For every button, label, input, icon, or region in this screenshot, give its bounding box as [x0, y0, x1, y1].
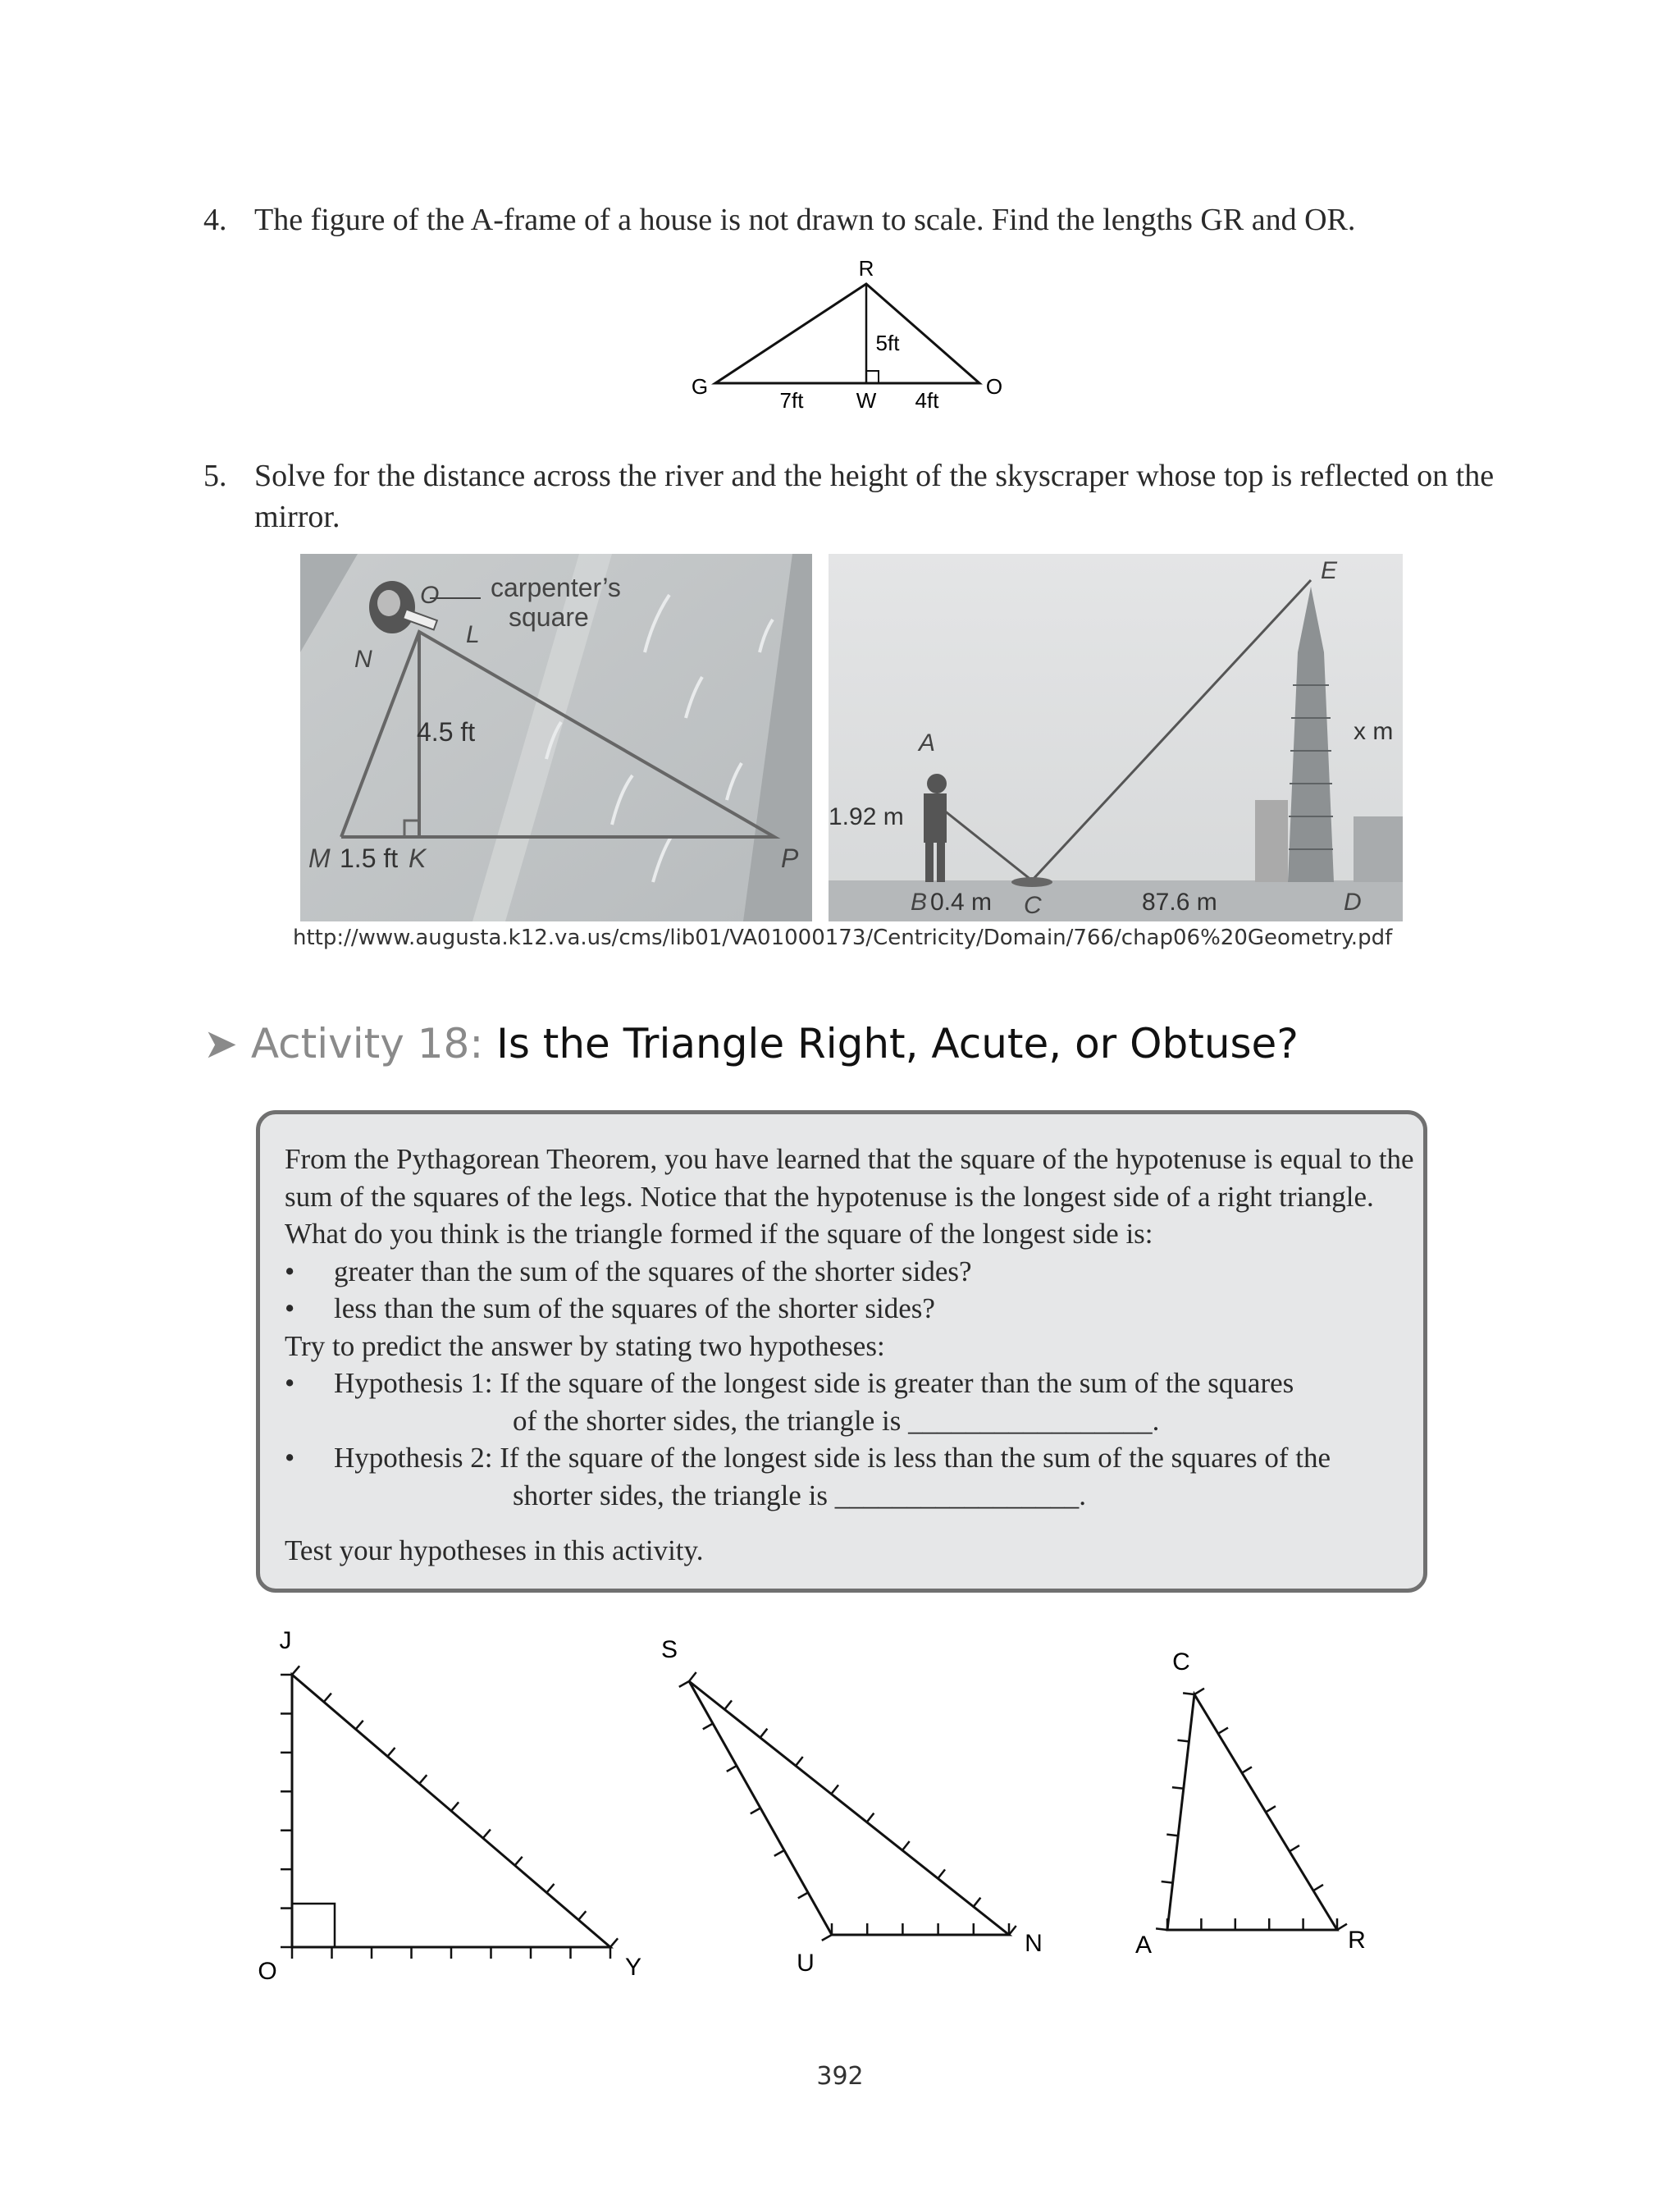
label-M: M [308, 844, 331, 873]
tick-mark [751, 1808, 760, 1814]
tick-mark [727, 1766, 737, 1772]
label-A: A [1134, 1932, 1153, 1959]
tick-mark [546, 1884, 554, 1893]
label-O: O [985, 374, 1003, 399]
river-photo [300, 554, 812, 921]
label-D: D [1344, 889, 1362, 916]
tick-mark [1218, 1728, 1228, 1734]
instruction-box [256, 1110, 1427, 1593]
label-J: J [279, 1627, 292, 1654]
hypothesis-1-cont: of the shorter sides, the triangle is _________________. [513, 1404, 1160, 1437]
label-C: C [1024, 892, 1042, 919]
tick-mark [902, 1841, 910, 1850]
tick-mark [1162, 1881, 1173, 1883]
tick-mark [822, 1935, 832, 1941]
bullet-icon: • [285, 1367, 295, 1399]
label-K: K [409, 844, 427, 873]
skyscraper-photo [829, 554, 1403, 921]
label-right: 4ft [915, 388, 939, 413]
hypothesis-1: • Hypothesis 1: If the square of the longest side is greater than the sum of the squares [285, 1365, 1417, 1402]
tick-marks [281, 1666, 1347, 1959]
triangles-figure [238, 1612, 1419, 1990]
label-N: N [1025, 1930, 1043, 1957]
aframe-figure [673, 246, 1017, 423]
label-E: E [1321, 557, 1338, 584]
tick-mark [578, 1911, 586, 1920]
problem-5 [203, 455, 1557, 537]
tick-mark [387, 1748, 395, 1757]
right-angle-mark [866, 371, 879, 383]
instruction-text [285, 1141, 1417, 1570]
label-L: L [466, 621, 480, 648]
height-label: 4.5 ft [417, 717, 476, 747]
label-G: G [691, 374, 709, 399]
tick-mark [774, 1850, 784, 1856]
bullet-icon: • [285, 1255, 295, 1287]
tick-mark [1009, 1926, 1016, 1935]
tick-mark [867, 1813, 874, 1822]
skyscraper-illustration [829, 554, 1403, 921]
triangle-SUN [689, 1681, 1009, 1935]
page-number: 392 [816, 2062, 864, 2091]
tick-mark [1166, 1835, 1178, 1836]
activity-arrow-icon: ➤ [203, 1020, 238, 1068]
label-W: W [856, 388, 877, 413]
tick-mark [1177, 1740, 1189, 1742]
carpenter-label: carpenter’s [491, 573, 621, 602]
hypothesis-2: • Hypothesis 2: If the square of the longest side is less than the sum of the squares of the [285, 1439, 1417, 1477]
tick-mark [974, 1898, 981, 1907]
bullet-icon: • [285, 1292, 295, 1324]
tick-mark [451, 1802, 459, 1811]
intro-paragraph: From the Pythagorean Theorem, you have learned that the square of the hypotenuse is equal to the sum of the squares of the legs. Notice that the hypotenuse is the longest side of a right triangle. What do you think is the triangle formed if the square of the longest side is: [285, 1143, 1414, 1250]
activity-heading [203, 1020, 1516, 1068]
label-O: O [258, 1958, 277, 1985]
tick-mark [1313, 1885, 1323, 1891]
tick-mark [760, 1729, 768, 1738]
tick-mark [703, 1724, 713, 1730]
source-url: http://www.augusta.k12.va.us/cms/lib01/VA01000173/Centricity/Domain/766/chap06%20Geometry.pdf [293, 926, 1393, 950]
tick-mark [1194, 1689, 1204, 1694]
square-label: square [509, 602, 589, 632]
tick-mark [1290, 1845, 1299, 1851]
test-line: Test your hypotheses in this activity. [285, 1534, 704, 1566]
label-U: U [797, 1950, 815, 1977]
label-A: A [919, 729, 936, 757]
label-O: O [420, 582, 440, 609]
tick-mark [324, 1694, 331, 1703]
activity-label: Activity 18: [250, 1020, 484, 1068]
label-P: P [781, 844, 799, 873]
tick-mark [1242, 1767, 1252, 1772]
tick-mark [1337, 1924, 1347, 1930]
tick-mark [679, 1681, 689, 1687]
tick-mark [689, 1672, 696, 1681]
tick-mark [515, 1857, 523, 1866]
bullet-item: • greater than the sum of the squares of the shorter sides? [285, 1253, 1417, 1291]
label-B: B [911, 889, 928, 916]
tick-mark [483, 1830, 491, 1839]
x-label: x m [1354, 718, 1394, 745]
triangle-CAR [1167, 1694, 1337, 1930]
tick-mark [724, 1700, 732, 1709]
bc-label: 0.4 m [930, 889, 993, 916]
tick-mark [292, 1666, 299, 1675]
tick-mark [1156, 1928, 1167, 1930]
tick-mark [1266, 1806, 1276, 1812]
label-height: 5ft [875, 331, 900, 355]
tick-mark [938, 1869, 945, 1878]
label-left: 7ft [779, 388, 804, 413]
activity-title: Is the Triangle Right, Acute, or Obtuse? [496, 1020, 1299, 1068]
predict-line: Try to predict the answer by stating two hypotheses: [285, 1329, 885, 1362]
label-S: S [660, 1636, 678, 1663]
cd-label: 87.6 m [1142, 889, 1217, 916]
tick-mark [419, 1775, 427, 1784]
tick-mark [610, 1938, 618, 1947]
problem-4 [203, 199, 1557, 240]
tick-mark [1172, 1787, 1184, 1789]
tick-mark [831, 1785, 838, 1794]
label-Y: Y [624, 1954, 642, 1981]
label-C: C [1172, 1648, 1190, 1676]
problem-number: 4. [203, 203, 227, 237]
river-illustration [300, 554, 812, 921]
base-label: 1.5 ft [340, 844, 399, 873]
aframe-triangle [715, 284, 979, 383]
label-R: R [858, 256, 874, 281]
tick-mark [1183, 1693, 1194, 1694]
person-height-label: 1.92 m [829, 803, 904, 830]
label-R: R [1348, 1927, 1366, 1954]
bullet-icon: • [285, 1442, 295, 1474]
mirror [1011, 877, 1052, 887]
tick-mark [356, 1721, 363, 1730]
right-angle-mark [292, 1904, 335, 1947]
problem-text: The figure of the A-frame of a house is not drawn to scale. Find the lengths GR and OR. [254, 203, 1356, 237]
tick-mark [798, 1893, 808, 1899]
bullet-item: • less than the sum of the squares of the shorter sides? [285, 1290, 1417, 1328]
tick-mark [796, 1757, 803, 1766]
problem-text: Solve for the distance across the river and the height of the skyscraper whose top is reflected on the mirror. [254, 459, 1495, 534]
hypothesis-2-cont: shorter sides, the triangle is _________________. [513, 1479, 1086, 1511]
problem-number: 5. [203, 459, 227, 493]
label-N: N [354, 646, 372, 673]
